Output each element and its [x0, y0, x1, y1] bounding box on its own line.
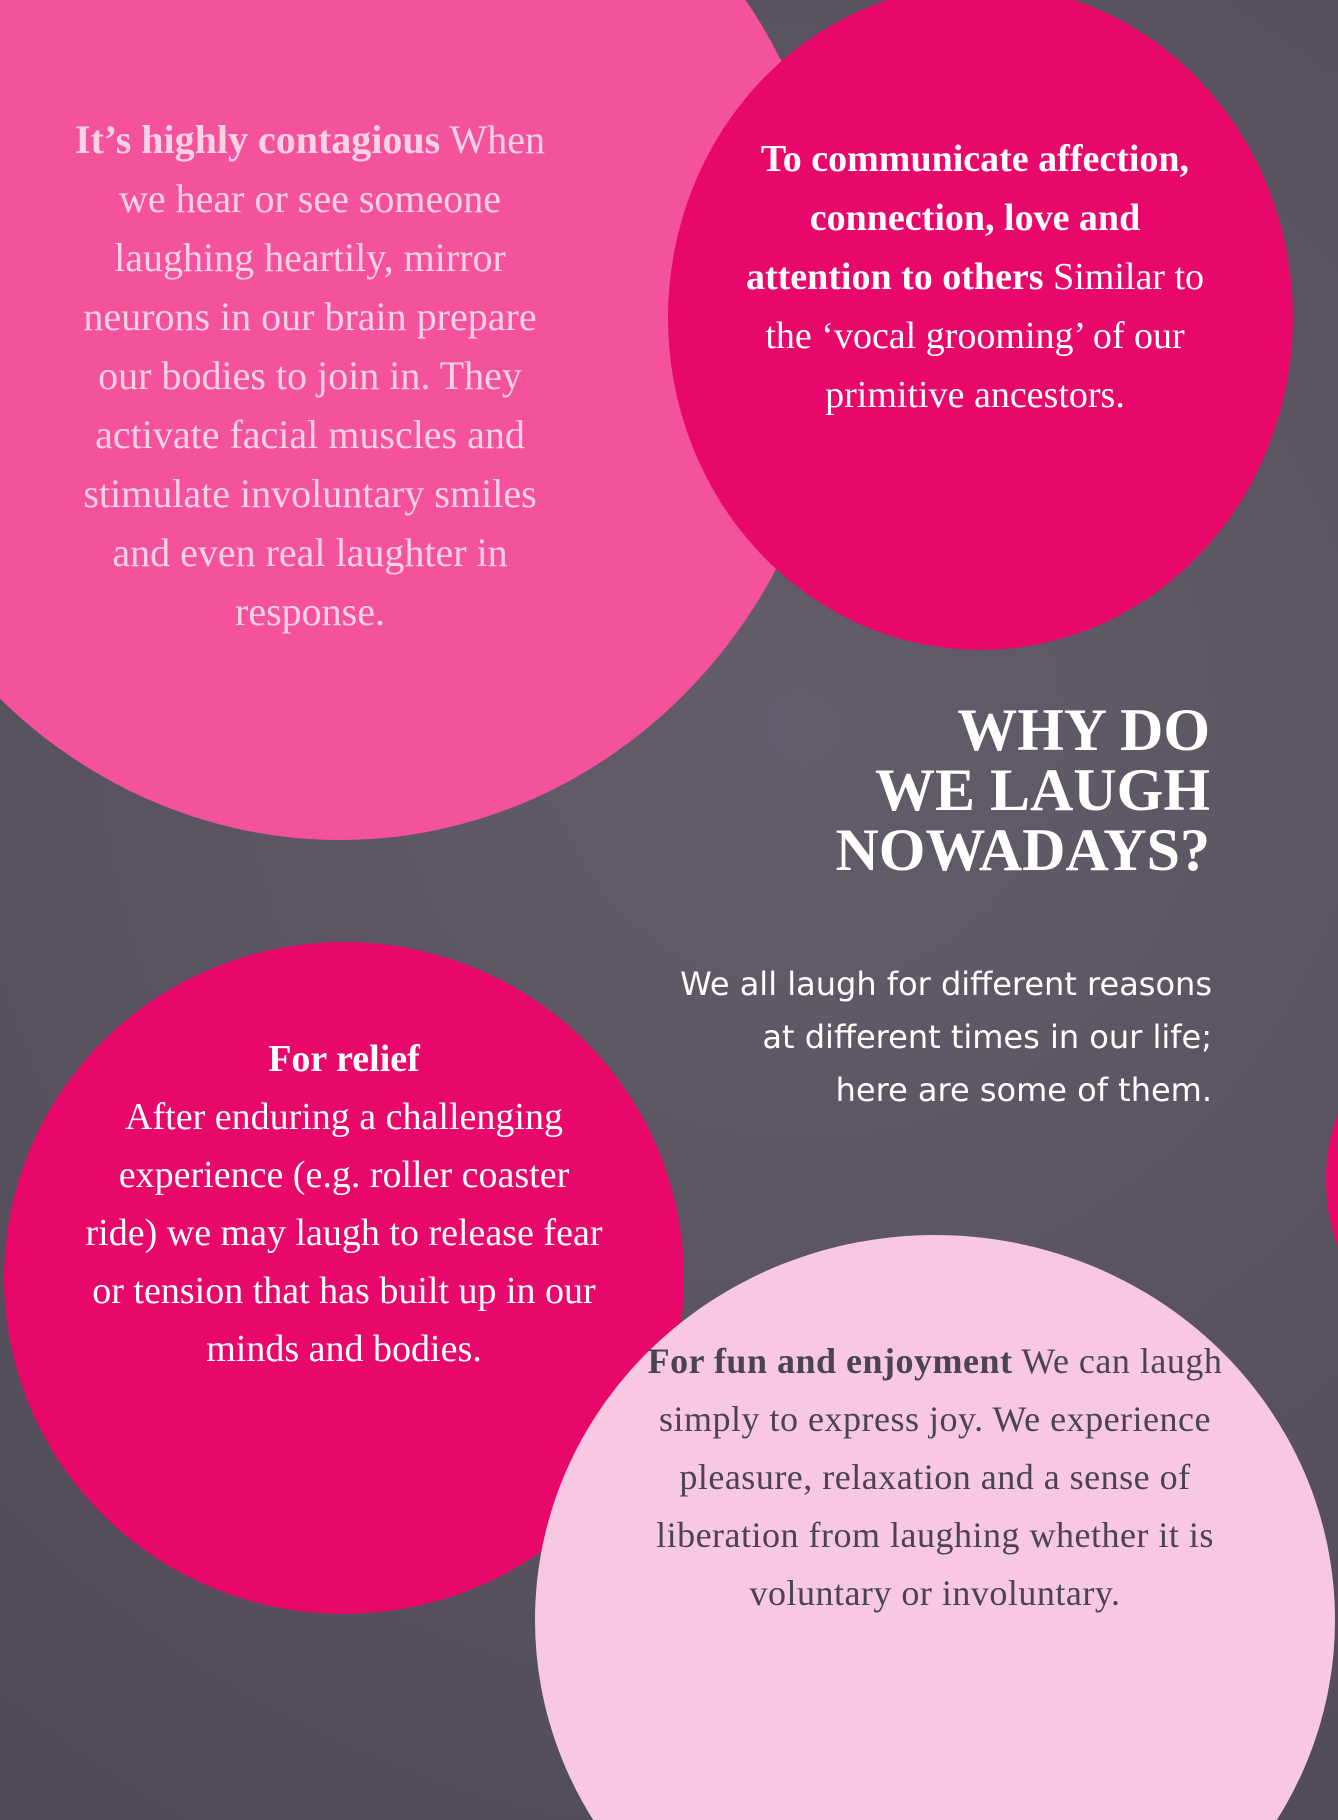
communicate-body: Similar to the ‘vocal grooming’ of our primitive ancestors. [765, 256, 1205, 416]
title-line-1: WHY DO [957, 697, 1210, 763]
title-line-3: NOWADAYS? [835, 817, 1210, 883]
relief-body: After enduring a challenging experience (e.g. roller coaster ride) we may laugh to release fear or tension that has built up in our minds and bodies. [85, 1096, 603, 1370]
communicate-heading: To communicate affection, connection, love and attention to others [745, 138, 1190, 298]
fun-text-block [615, 1332, 1255, 1622]
contagious-text-block [70, 110, 550, 641]
title-line-2: WE LAUGH [874, 757, 1210, 823]
intro-line-2: at different times in our life; [762, 1018, 1212, 1056]
communicate-text-block [745, 130, 1205, 425]
contagious-heading: It’s highly contagious [74, 117, 441, 162]
relief-heading: For relief [268, 1038, 420, 1080]
intro-paragraph [560, 958, 1212, 1117]
edge-circle-decoration [1326, 1060, 1338, 1300]
page-title [700, 697, 1210, 883]
fun-body: We can laugh simply to express joy. We experience pleasure, relaxation and a sense of liberation from laughing whether it is voluntary or involuntary. [656, 1341, 1223, 1613]
relief-text-block [84, 1030, 604, 1378]
contagious-body: When we hear or see someone laughing heartily, mirror neurons in our brain prepare our bodies to join in. They activate facial muscles and stimulate involuntary smiles and even real laughter in response. [83, 117, 546, 634]
intro-line-1: We all laugh for different reasons [680, 965, 1212, 1003]
fun-heading: For fun and enjoyment [647, 1341, 1013, 1381]
intro-line-3: here are some of them. [835, 1071, 1212, 1109]
